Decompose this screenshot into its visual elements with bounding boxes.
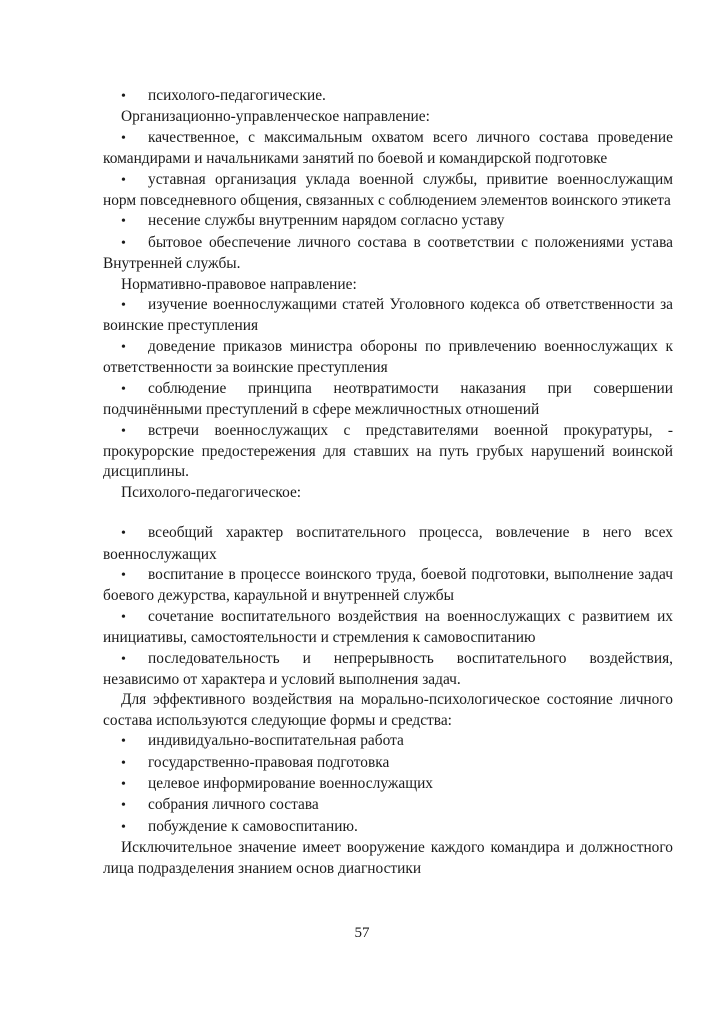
list-item: [103, 86, 673, 107]
list-item: [103, 337, 673, 379]
list-item: [103, 211, 673, 232]
list-item: [103, 731, 673, 752]
list-item-text: соблюдение принципа неотвратимости наказания при совершении подчинёнными преступлений в сфере межличностных отношений: [103, 379, 673, 419]
list-item: [103, 795, 673, 816]
bullet-icon: •: [121, 609, 126, 625]
bullet-icon: •: [121, 755, 126, 771]
list-item: [103, 233, 673, 275]
list-item-text: встречи военнослужащих с представителями военной прокуратуры, - прокурорские предостережения для ставших на путь грубых нарушений воинской дисциплины.: [103, 421, 673, 481]
list-item-text: уставная организация уклада военной службы, привитие военнослужащим норм повседневного общения, связанных с соблюдением элементов воинского этикета: [103, 170, 673, 210]
bullet-icon: •: [121, 298, 126, 314]
list-item: [103, 774, 673, 795]
list-item-text: побуждение к самовоспитанию.: [148, 817, 358, 835]
list-item: [103, 753, 673, 774]
bullet-icon: •: [121, 734, 126, 750]
list-item-text: всеобщий характер воспитательного процесса, вовлечение в него всех военнослужащих: [103, 524, 673, 563]
list-item-text: сочетание воспитательного воздействия на военнослужащих с развитием их инициативы, самостоятельности и стремления к самовоспитанию: [103, 607, 673, 647]
bullet-icon: •: [121, 651, 126, 667]
page-body: [103, 86, 673, 879]
blank-line: [103, 503, 673, 523]
bullet-icon: •: [121, 567, 126, 583]
list-item: [103, 170, 673, 212]
bullet-icon: •: [121, 423, 126, 439]
bullet-icon: •: [121, 235, 126, 251]
list-item: [103, 523, 673, 565]
list-item: [103, 128, 673, 170]
list-item-text: индивидуально-воспитательная работа: [148, 732, 404, 750]
list-item-text: собрания личного состава: [148, 796, 319, 814]
bullet-icon: •: [121, 819, 126, 835]
bullet-icon: •: [121, 526, 126, 542]
section-heading: Нормативно-правовое направление:: [121, 275, 357, 293]
list-item: [103, 421, 673, 483]
list-item-text: воспитание в процессе воинского труда, боевой подготовки, выполнение задач боевого дежурства, караульной и внутренней службы: [103, 565, 673, 605]
list-item: [103, 379, 673, 421]
list-item-text: качественное, с максимальным охватом всего личного состава проведение командирами и начальниками занятий по боевой и командирской подготовке: [103, 128, 673, 168]
page-number: 57: [354, 925, 370, 941]
bullet-icon: •: [121, 130, 126, 146]
list-item: [103, 817, 673, 838]
bullet-icon: •: [121, 777, 126, 792]
list-item-text: психолого-педагогические.: [148, 87, 326, 104]
bullet-icon: •: [121, 339, 126, 355]
list-item: [103, 649, 673, 691]
list-item-text: несение службы внутренним нарядом согласно уставу: [148, 212, 505, 230]
section-heading: Организационно-управленческое направление:: [121, 108, 430, 126]
bullet-icon: •: [121, 214, 126, 230]
bullet-icon: •: [121, 798, 126, 814]
list-item: [103, 565, 673, 607]
list-item: [103, 295, 673, 337]
body-paragraph: Для эффективного воздействия на морально-психологическое состояние личного состава используются следующие формы и средства:: [103, 691, 673, 729]
bullet-icon: •: [121, 172, 126, 188]
list-item-text: государственно-правовая подготовка: [148, 753, 390, 771]
section-heading: Психолого-педагогическое:: [121, 483, 302, 501]
list-item-text: изучение военнослужащими статей Уголовного кодекса об ответственности за воинские преступления: [103, 296, 673, 335]
list-item-text: доведение приказов министра обороны по привлечению военнослужащих к ответственности за воинские преступления: [103, 337, 673, 377]
list-item-text: последовательность и непрерывность воспитательного воздействия, независимо от характера и условий выполнения задач.: [103, 649, 673, 688]
list-item-text: бытовое обеспечение личного состава в соответствии с положениями устава Внутренней службы.: [103, 233, 673, 273]
bullet-icon: •: [121, 381, 126, 397]
list-item: [103, 607, 673, 649]
bullet-icon: •: [121, 89, 126, 104]
list-item-text: целевое информирование военнослужащих: [148, 775, 433, 792]
body-paragraph: Исключительное значение имеет вооружение каждого командира и должностного лица подразделения знанием основ диагностики: [103, 839, 673, 877]
